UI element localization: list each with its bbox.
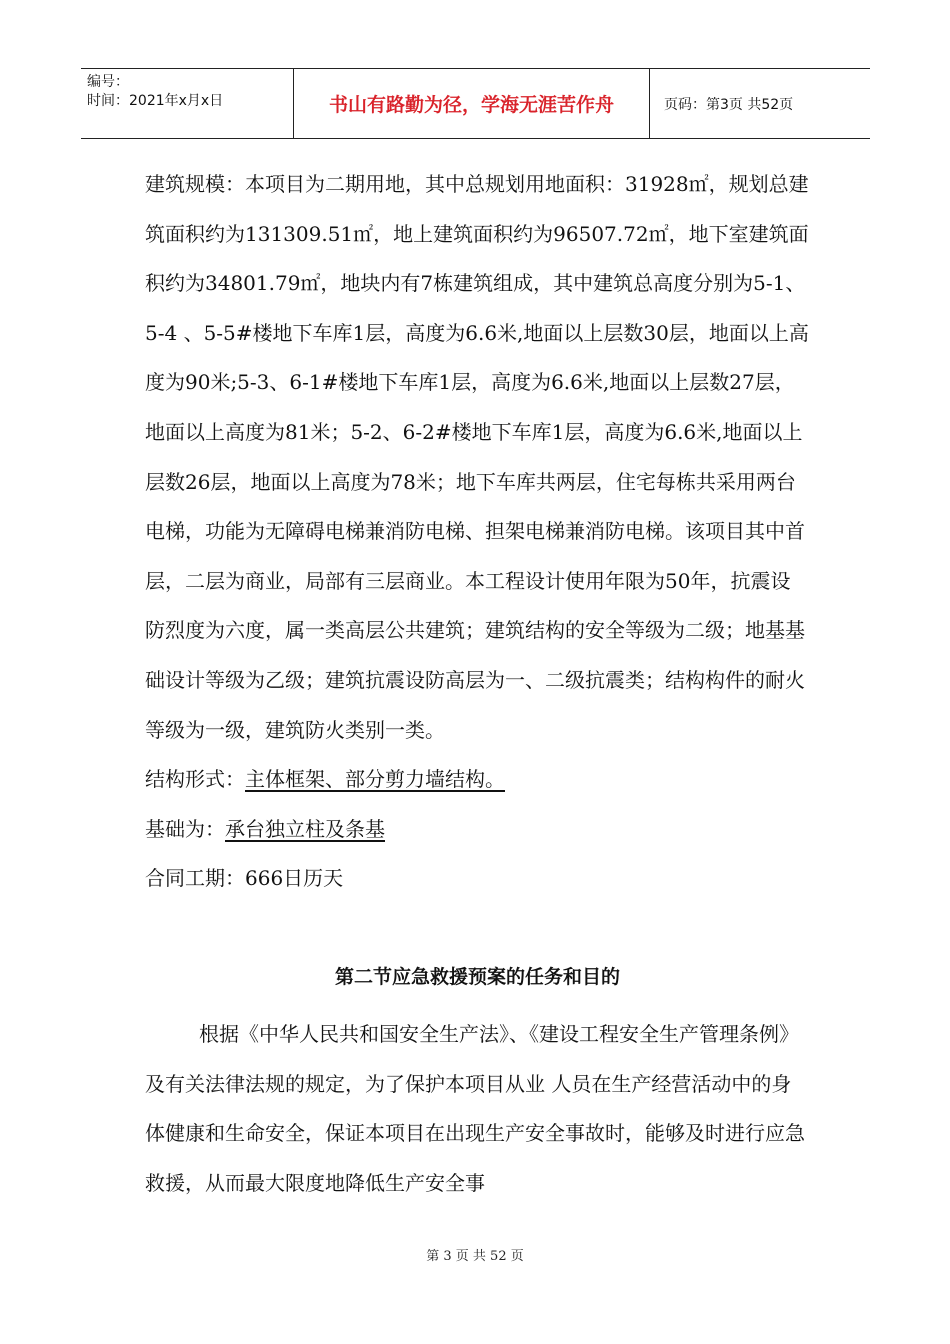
structure-form-line: [145, 755, 810, 805]
building-scale-paragraph: 建筑规模：本项目为二期用地，其中总规划用地面积：31928㎡，规划总建筑面积约为131309.51㎡，地上建筑面积约为96507.72㎡，地下室建筑面积约为34801.79㎡，地块内有7栋建筑组成，其中建筑总高度分别为5-1、5-4 、5-5#楼地下车库1层，高度为6.6米,地面以上层数30层，地面以上高度为90米;5-3、6-1#楼地下车库1层，高度为6.6米,地面以上层数27层，地面以上高度为81米；5-2、6-2#楼地下车库1层，高度为6.6米,地面以上层数26层，地面以上高度为78米；地下车库共两层，住宅每栋共采用两台电梯，功能为无障碍电梯兼消防电梯、担架电梯兼消防电梯。该项目其中首层，二层为商业，局部有三层商业。本工程设计使用年限为50年，抗震设防烈度为六度，属一类高层公共建筑；建筑结构的安全等级为二级；地基基础设计等级为乙级；建筑抗震设防高层为一、二级抗震类；结构构件的耐火等级为一级，建筑防火类别一类。: [145, 172, 809, 742]
header-meta: [81, 69, 293, 138]
document-code: 编号：: [87, 74, 129, 90]
page-footer: 第 3 页 共 52 页: [426, 1249, 524, 1264]
structure-value: 主体框架、部分剪力墙结构。: [245, 767, 505, 792]
structure-label: 结构形式：: [145, 767, 245, 792]
header-motto: 书山有路勤为径，学海无涯苦作舟: [293, 69, 650, 138]
page-header: [81, 68, 870, 139]
section-body: [145, 1010, 810, 1208]
document-time: 时间：2021年x月x日: [87, 93, 224, 109]
header-page-info: 页码：第3页 共52页: [664, 96, 794, 113]
project-description: [145, 160, 810, 904]
section-paragraph: 根据《中华人民共和国安全生产法》、《建设工程安全生产管理条例》及有关法律法规的规定，为了保护本项目从业 人员在生产经营活动中的身体健康和生命安全，保证本项目在出现生产安全事故时，能够及时进行应急救援，从而最大限度地降低生产安全事: [145, 1022, 805, 1195]
foundation-value: 承台独立柱及条基: [225, 816, 385, 841]
foundation-line: [145, 805, 810, 855]
contract-period-line: 合同工期：666日历天: [145, 866, 344, 891]
foundation-label: 基础为：: [145, 816, 225, 841]
section-title: 第二节应急救援预案的任务和目的: [334, 966, 620, 988]
